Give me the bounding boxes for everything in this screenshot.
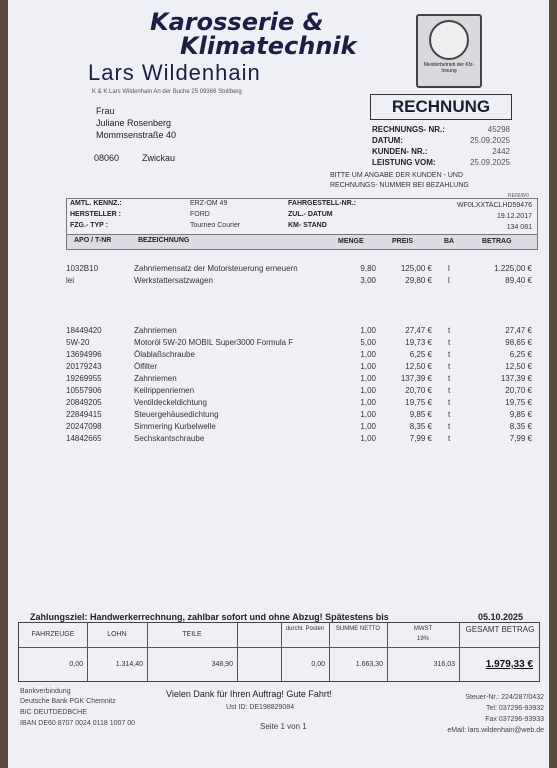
recipient-zip: 08060 <box>94 153 120 163</box>
cell-nr: 14842665 <box>66 434 102 443</box>
cell-bezeichnung: Zahnriemen <box>134 326 177 335</box>
cell-ba: t <box>448 362 451 371</box>
thank-you-note: Vielen Dank für Ihren Auftrag! Gute Fahrt! <box>166 689 332 699</box>
type-value: Tourneo Courier <box>190 222 241 229</box>
cell-preis: 19,75 € <box>405 398 432 407</box>
recipient-name: Juliane Rosenberg <box>96 118 172 128</box>
totals-h-summe: SUMME NETTO <box>335 626 381 632</box>
cell-bezeichnung: Zahnriemensatz der Motorsteuerung erneuern <box>134 264 298 273</box>
reg-date-label: ZUL.- DATUM <box>288 211 333 218</box>
cell-ba: l <box>448 276 450 285</box>
email: eMail: lars.wildenhain@web.de <box>447 727 544 734</box>
page-number: Seite 1 von 1 <box>260 722 307 731</box>
cell-betrag: 98,65 € <box>505 338 532 347</box>
cell-nr: 20849205 <box>66 398 102 407</box>
plate-label: AMTL. KENNZ.: <box>70 200 122 207</box>
cell-betrag: 1.225,00 € <box>494 264 532 273</box>
totals-h-lohn: LOHN <box>107 631 127 638</box>
cell-bezeichnung: Ventildeckeldichtung <box>134 398 207 407</box>
cell-ba: t <box>448 350 451 359</box>
totals-h-mwst: MWST <box>413 626 433 632</box>
cell-nr: 1032B10 <box>66 264 99 273</box>
cell-betrag: 19,75 € <box>505 398 532 407</box>
cell-betrag: 89,40 € <box>505 276 532 285</box>
form-code: RE66/8/0 <box>508 193 529 199</box>
payment-due-date: 05.10.2025 <box>478 612 524 622</box>
cell-ba: t <box>448 386 451 395</box>
cell-menge: 1,00 <box>360 326 376 335</box>
cell-bezeichnung: Motoröl 5W-20 MOBIL Super3000 Formula F <box>134 338 294 347</box>
cell-ba: t <box>448 422 451 431</box>
totals-teile: 348,90 <box>211 661 233 668</box>
cell-preis: 20,70 € <box>405 386 432 395</box>
cell-bezeichnung: Zahnriemen <box>134 374 177 383</box>
col-menge: MENGE <box>338 238 364 245</box>
cell-bezeichnung: Sechskantschraube <box>134 434 205 443</box>
cell-menge: 1,00 <box>360 422 376 431</box>
logo-line-3: Lars Wildenhain <box>88 60 261 85</box>
type-label: FZG.- TYP : <box>70 222 108 229</box>
badge-text: Meisterbetrieb der Kfz-Innung <box>423 62 475 74</box>
cell-preis: 27,47 € <box>405 326 432 335</box>
sender-line: K & K Lars Wildenhain An der Buche 25 09366 Stollberg <box>92 89 242 95</box>
cell-menge: 1,00 <box>360 410 376 419</box>
cell-ba: t <box>448 326 451 335</box>
bank-heading: Bankverbindung <box>20 688 71 695</box>
totals-fahrzeuge: 0,00 <box>69 661 83 668</box>
totals-h-durchl: durchl. Posten <box>285 626 325 632</box>
cell-preis: 19,73 € <box>405 338 432 347</box>
cell-menge: 5,00 <box>360 338 376 347</box>
cell-nr: 10557906 <box>66 386 102 395</box>
cell-preis: 6,25 € <box>409 350 432 359</box>
cell-ba: t <box>448 434 451 443</box>
invoice-paper <box>8 0 549 768</box>
guild-badge-icon <box>416 14 482 88</box>
cell-menge: 1,00 <box>360 398 376 407</box>
cell-preis: 9,85 € <box>409 410 432 419</box>
totals-h-gesamt: GESAMT BETRAG <box>465 625 535 634</box>
service-date: 25.09.2025 <box>469 158 510 167</box>
document-title: RECHNUNG <box>370 94 512 120</box>
cell-ba: t <box>448 374 451 383</box>
cell-ba: t <box>448 398 451 407</box>
bank-bic: BIC DEUTDEDBCHE <box>20 709 87 716</box>
customer-number: 2442 <box>492 147 510 156</box>
totals-mwst: 316,03 <box>433 661 455 668</box>
cell-ba: t <box>448 338 451 347</box>
customer-number-label: KUNDEN- NR.: <box>372 147 428 156</box>
cell-nr: lei <box>66 276 75 285</box>
cell-bezeichnung: Steuergehäusedichtung <box>134 410 219 419</box>
cell-menge: 9,80 <box>360 264 376 273</box>
col-preis: PREIS <box>392 238 414 245</box>
cell-nr: 19269955 <box>66 374 102 383</box>
invoice-number-label: RECHNUNGS- NR.: <box>372 125 445 134</box>
vin-label: FAHRGESTELL-NR.: <box>288 200 357 207</box>
cell-nr: 20179243 <box>66 362 102 371</box>
mileage-value: 134 081 <box>506 224 532 231</box>
cell-nr: 5W-20 <box>66 338 90 347</box>
totals-lohn: 1.314,40 <box>115 661 143 668</box>
cell-menge: 1,00 <box>360 386 376 395</box>
cell-menge: 1,00 <box>360 434 376 443</box>
mileage-label: KM- STAND <box>288 222 327 229</box>
reg-date-value: 19.12.2017 <box>496 213 532 220</box>
bank-name: Deutsche Bank PGK Chemnitz <box>20 698 116 705</box>
totals-gesamt: 1.979,33 € <box>485 659 533 670</box>
cell-bezeichnung: Ölablaßschraube <box>134 350 195 359</box>
payment-note-1: BITTE UM ANGABE DER KUNDEN - UND <box>330 172 464 179</box>
recipient-city: Zwickau <box>142 153 176 163</box>
payment-terms: Zahlungsziel: Handwerkerrechnung, zahlbar sofort und ohne Abzug! Spätestens bis <box>30 612 389 622</box>
totals-summe: 1.663,30 <box>355 661 383 668</box>
cell-nr: 22849415 <box>66 410 102 419</box>
invoice-number: 45298 <box>487 125 510 134</box>
invoice-date: 25.09.2025 <box>469 136 510 145</box>
logo-line-2: Klimatechnik <box>180 32 357 60</box>
vin-value: WF0LXXTACLHD59476 <box>457 202 532 209</box>
service-date-label: LEISTUNG VOM: <box>372 158 436 167</box>
cell-ba: l <box>448 264 450 273</box>
bank-iban: IBAN DE60 8707 0024 0118 1007 00 <box>20 720 136 727</box>
cell-nr: 13694996 <box>66 350 102 359</box>
fax: Fax 037296-93933 <box>485 716 544 723</box>
cell-betrag: 8,35 € <box>509 422 532 431</box>
payment-note-2: RECHNUNGS- NUMMER BEI BEZAHLUNG <box>330 182 469 189</box>
cell-betrag: 7,99 € <box>509 434 532 443</box>
totals-h-fahrzeuge: FAHRZEUGE <box>31 631 75 638</box>
items-table-header <box>66 234 538 250</box>
car-seal-icon <box>429 20 469 60</box>
col-bezeichnung: BEZEICHNUNG <box>138 237 190 244</box>
cell-preis: 125,00 € <box>400 264 432 273</box>
tax-number: Steuer-Nr.: 224/287/0432 <box>465 694 544 701</box>
totals-h-mwst-pct: 19% <box>416 636 429 642</box>
cell-betrag: 20,70 € <box>505 386 532 395</box>
cell-ba: t <box>448 410 451 419</box>
cell-bezeichnung: Keilrippenriemen <box>134 386 195 395</box>
col-betrag: BETRAG <box>482 238 512 245</box>
cell-menge: 1,00 <box>360 362 376 371</box>
maker-value: FORD <box>190 211 210 218</box>
cell-menge: 3,00 <box>360 276 376 285</box>
vat-id: Ust ID: DE198829084 <box>226 704 295 711</box>
maker-label: HERSTELLER : <box>70 211 121 218</box>
cell-preis: 8,35 € <box>409 422 432 431</box>
recipient-street: Mommsenstraße 40 <box>96 130 177 140</box>
cell-preis: 29,80 € <box>405 276 432 285</box>
plate-value: ERZ-OM 49 <box>190 200 228 207</box>
cell-bezeichnung: Werkstattersatzwagen <box>134 276 213 285</box>
cell-nr: 18449420 <box>66 326 102 335</box>
recipient-salutation: Frau <box>96 106 115 116</box>
cell-preis: 7,99 € <box>409 434 432 443</box>
col-apo: APO / T-NR <box>74 237 112 244</box>
cell-betrag: 27,47 € <box>505 326 532 335</box>
cell-betrag: 137,39 € <box>500 374 532 383</box>
cell-menge: 1,00 <box>360 374 376 383</box>
date-label: DATUM: <box>372 136 403 145</box>
totals-durchl: 0,00 <box>311 661 325 668</box>
logo-line-1: Karosserie & <box>150 8 324 36</box>
col-ba: BA <box>444 238 455 245</box>
cell-betrag: 6,25 € <box>509 350 532 359</box>
totals-table <box>18 622 540 682</box>
cell-betrag: 9,85 € <box>509 410 532 419</box>
cell-bezeichnung: Ölfilter <box>134 362 158 371</box>
phone: Tel: 037296-93932 <box>486 705 544 712</box>
cell-bezeichnung: Simmering Kurbelwelle <box>134 422 216 431</box>
cell-betrag: 12,50 € <box>505 362 532 371</box>
cell-preis: 137,39 € <box>400 374 432 383</box>
totals-h-teile: TEILE <box>182 631 202 638</box>
cell-preis: 12,50 € <box>405 362 432 371</box>
cell-menge: 1,00 <box>360 350 376 359</box>
cell-nr: 20247098 <box>66 422 102 431</box>
